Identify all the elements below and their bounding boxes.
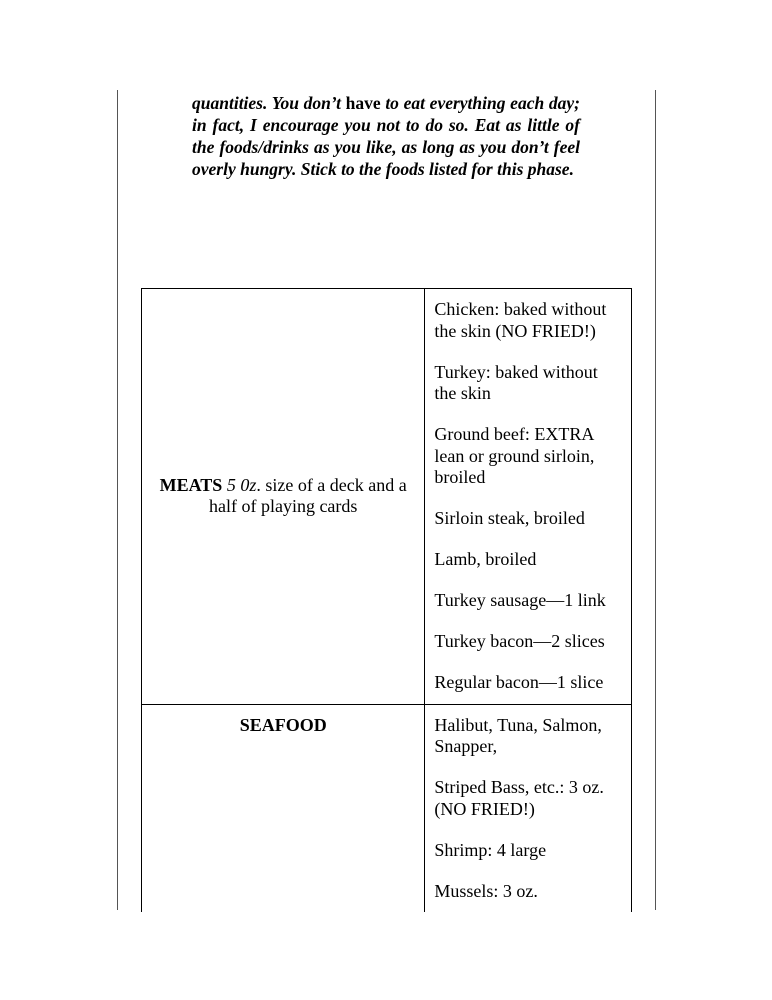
list-item: Turkey bacon—2 slices <box>434 631 605 651</box>
table-row-seafood <box>142 704 632 912</box>
list-item: Lamb, broiled <box>434 549 537 569</box>
items-cell-meats <box>425 289 632 705</box>
list-item: Regular bacon—1 slice <box>434 672 604 692</box>
intro-text-2: to eat everything each day; in fact, I encourage you not to do so. Eat as little of the foods/drinks as you like, as long as you don’t feel overly hungry. Stick to the foods listed for this phase. <box>192 93 580 179</box>
list-item: Chicken: baked without the skin (NO FRIED!) <box>434 299 607 341</box>
category-cell-meats <box>142 289 425 705</box>
list-item: Mussels: 3 oz. <box>434 880 538 901</box>
items-list-meats <box>425 289 631 704</box>
right-margin-line <box>655 90 656 910</box>
list-item: Sirloin steak, broiled <box>434 508 585 528</box>
category-name-meats: MEATS <box>159 474 223 495</box>
table-row-meats <box>142 289 632 705</box>
intro-paragraph <box>192 92 580 180</box>
intro-emphasis: have <box>345 93 381 113</box>
portion-size-text: . size of a deck and a half of playing cards <box>208 474 407 517</box>
list-item: Halibut, Tuna, Salmon, Snapper, <box>434 714 602 756</box>
items-list-seafood <box>425 705 631 913</box>
intro-text-1: quantities. You don’t <box>192 93 346 113</box>
left-margin-line <box>117 90 118 910</box>
list-item: Striped Bass, etc.: 3 oz. (NO FRIED!) <box>434 777 604 819</box>
food-table <box>141 288 632 912</box>
category-cell-seafood <box>142 704 425 912</box>
list-item: Shrimp: 4 large <box>434 839 547 860</box>
items-cell-seafood <box>425 704 632 912</box>
list-item: Turkey: baked without the skin <box>434 361 598 403</box>
list-item: Turkey sausage—1 link <box>434 590 606 610</box>
list-item: Ground beef: EXTRA lean or ground sirloin, broiled <box>434 424 595 487</box>
category-name-seafood: SEAFOOD <box>239 714 327 735</box>
portion-size-italic: 5 0z <box>226 474 257 495</box>
